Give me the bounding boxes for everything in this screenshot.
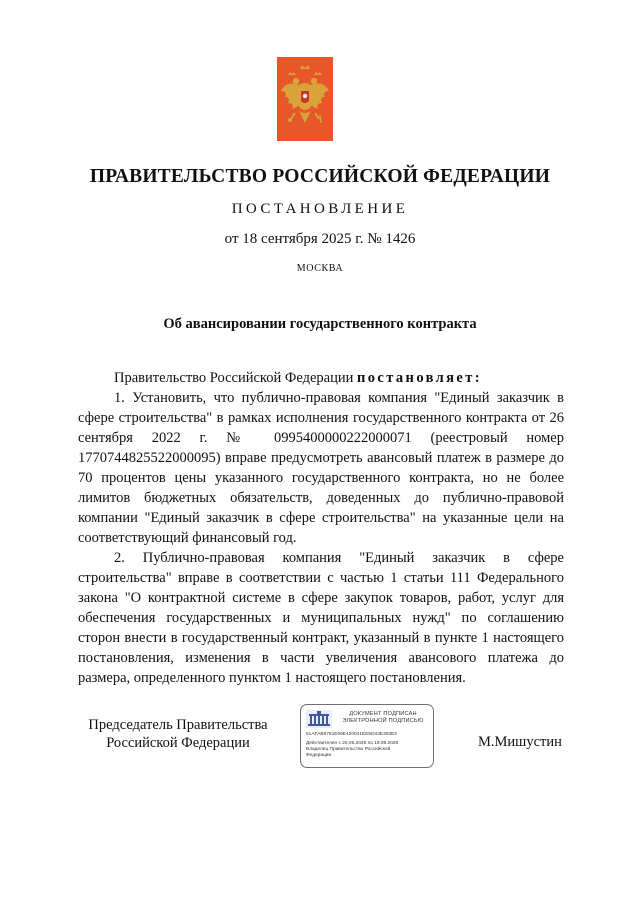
- government-building-icon: [306, 710, 332, 728]
- document-subject: Об авансировании государственного контракта: [163, 316, 477, 332]
- esig-title: [335, 711, 431, 724]
- document-date-number: от 18 сентября 2025 г. № 1426: [224, 231, 416, 247]
- paragraph-1: 1. Установить, что публично-правовая компания "Единый заказчик в сфере строительства" в рамках исполнения государственного контракта от 26 сентября 2022 г. № 0995400000222000071 (реестровый номер 1770744825522000095) вправе предусмотреть авансовый платеж в размере до 70 процентов цены указанного государственного контракта, но не более лимитов бюджетных обязательств, доведенных до публично-правовой компании "Единый заказчик в сфере строительства" на указанные цели на соответствующий финансовый год.: [78, 390, 564, 546]
- esig-owner-line2: Федерации: [306, 753, 332, 758]
- esig-owner-line1: Владелец Правительство Российской: [306, 747, 391, 752]
- preamble-keyword: постановляет:: [356, 370, 483, 386]
- esig-validity: Действителен с 26.06.2025 по 19.09.2026: [306, 741, 399, 746]
- signatory-name: М.Мишустин: [478, 734, 562, 750]
- preamble: [78, 368, 564, 388]
- esig-serial: 51AFAB8781E09E420041EE5D43E303E3: [306, 732, 397, 737]
- document-body: [78, 368, 564, 688]
- preamble-text: Правительство Российской Федерации: [114, 370, 357, 386]
- document-type: ПОСТАНОВЛЕНИЕ: [231, 201, 409, 217]
- coat-of-arms-emblem: [277, 57, 333, 141]
- signatory-position: [78, 716, 278, 752]
- paragraph-2: 2. Публично-правовая компания "Единый заказчик в сфере строительства" вправе в соответствии с частью 1 статьи 111 Федерального закона "О контрактной системе в сфере закупок товаров, работ, услуг для обеспечения государственных и муниципальных нужд" по соглашению сторон внести в государственный контракт, указанный в пункте 1 настоящего постановления, изменения в части увеличения авансового платежа до размера, определенного пунктом 1 настоящего постановления.: [78, 550, 564, 686]
- esig-title-line1: ДОКУМЕНТ ПОДПИСАН: [349, 711, 417, 717]
- electronic-signature-stamp: [300, 704, 434, 768]
- government-title: ПРАВИТЕЛЬСТВО РОССИЙСКОЙ ФЕДЕРАЦИИ: [89, 166, 551, 187]
- document-city: МОСКВА: [296, 263, 344, 274]
- signatory-position-line2: Российской Федерации: [106, 735, 250, 751]
- signatory-position-line1: Председатель Правительства: [88, 717, 268, 733]
- esig-title-line2: ЭЛЕКТРОННОЙ ПОДПИСЬЮ: [342, 717, 424, 724]
